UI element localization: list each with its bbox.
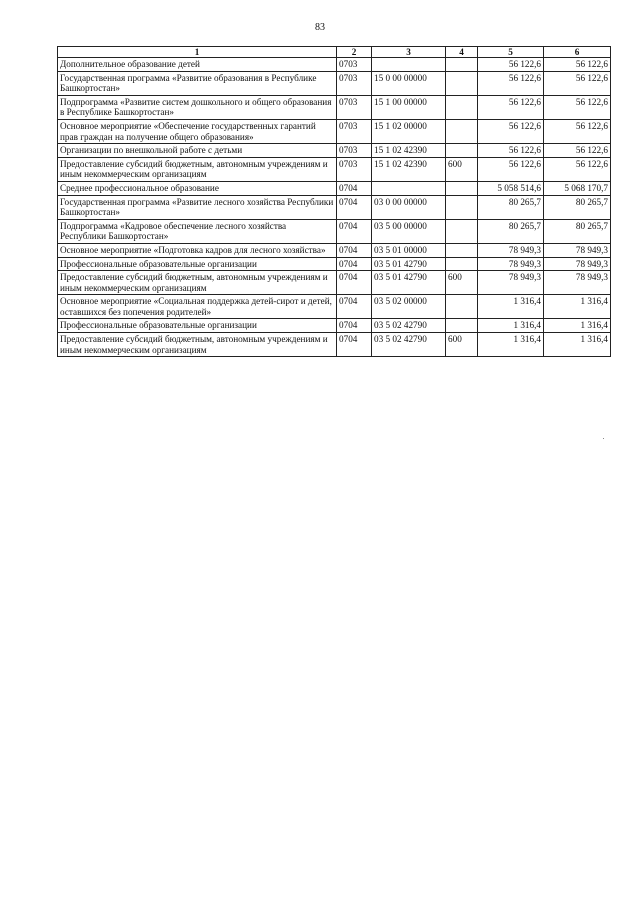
row-amount-2: 56 122,6 — [544, 71, 611, 95]
column-header-section: 2 — [337, 47, 372, 58]
row-section: 0703 — [337, 144, 372, 158]
column-header-target-article: 3 — [372, 47, 446, 58]
row-name: Государственная программа «Развитие лесного хозяйства Республики Башкортостан» — [58, 195, 337, 219]
table-row — [58, 257, 611, 271]
row-amount-2: 78 949,3 — [544, 243, 611, 257]
column-header-name: 1 — [58, 47, 337, 58]
page-number: 83 — [315, 22, 325, 33]
column-header-expense-type: 4 — [446, 47, 478, 58]
row-expense-type — [446, 119, 478, 143]
row-section: 0704 — [337, 219, 372, 243]
row-section: 0704 — [337, 295, 372, 319]
row-target-article: 15 1 00 00000 — [372, 95, 446, 119]
row-amount-1: 56 122,6 — [478, 71, 544, 95]
row-name: Дополнительное образование детей — [58, 58, 337, 72]
table-row — [58, 333, 611, 357]
table-row — [58, 243, 611, 257]
row-amount-1: 1 316,4 — [478, 319, 544, 333]
row-target-article: 03 5 01 42790 — [372, 257, 446, 271]
row-section: 0703 — [337, 157, 372, 181]
row-target-article: 03 5 02 00000 — [372, 295, 446, 319]
row-section: 0704 — [337, 333, 372, 357]
row-amount-2: 1 316,4 — [544, 333, 611, 357]
row-expense-type — [446, 144, 478, 158]
row-amount-1: 78 949,3 — [478, 243, 544, 257]
row-expense-type — [446, 219, 478, 243]
row-name: Государственная программа «Развитие образования в Республике Башкортостан» — [58, 71, 337, 95]
row-section: 0703 — [337, 119, 372, 143]
row-section: 0704 — [337, 257, 372, 271]
row-target-article: 15 1 02 42390 — [372, 157, 446, 181]
row-amount-1: 56 122,6 — [478, 144, 544, 158]
row-expense-type: 600 — [446, 271, 478, 295]
row-name: Предоставление субсидий бюджетным, автономным учреждениям и иным некоммерческим организациям — [58, 333, 337, 357]
table-row — [58, 295, 611, 319]
row-expense-type: 600 — [446, 157, 478, 181]
table-row — [58, 95, 611, 119]
row-amount-1: 80 265,7 — [478, 219, 544, 243]
scan-speck — [603, 438, 604, 439]
row-amount-1: 56 122,6 — [478, 58, 544, 72]
row-amount-1: 56 122,6 — [478, 157, 544, 181]
table-row — [58, 71, 611, 95]
row-name: Основное мероприятие «Социальная поддержка детей-сирот и детей, оставшихся без попечения родителей» — [58, 295, 337, 319]
row-amount-2: 56 122,6 — [544, 95, 611, 119]
row-target-article: 03 5 02 42790 — [372, 333, 446, 357]
row-target-article: 03 5 00 00000 — [372, 219, 446, 243]
row-expense-type — [446, 71, 478, 95]
row-name: Подпрограмма «Кадровое обеспечение лесного хозяйства Республики Башкортостан» — [58, 219, 337, 243]
row-expense-type — [446, 95, 478, 119]
column-header-amount-year-2: 6 — [544, 47, 611, 58]
table-row — [58, 58, 611, 72]
row-amount-2: 78 949,3 — [544, 257, 611, 271]
row-name: Профессиональные образовательные организации — [58, 257, 337, 271]
row-name: Основное мероприятие «Подготовка кадров для лесного хозяйства» — [58, 243, 337, 257]
row-name: Подпрограмма «Развитие систем дошкольного и общего образования в Республике Башкортостан» — [58, 95, 337, 119]
row-amount-2: 78 949,3 — [544, 271, 611, 295]
row-amount-2: 80 265,7 — [544, 195, 611, 219]
header-row — [58, 47, 611, 58]
row-amount-1: 78 949,3 — [478, 271, 544, 295]
row-expense-type — [446, 243, 478, 257]
row-amount-1: 80 265,7 — [478, 195, 544, 219]
table-row — [58, 119, 611, 143]
row-target-article: 03 5 02 42790 — [372, 319, 446, 333]
row-expense-type — [446, 319, 478, 333]
table-row — [58, 181, 611, 195]
row-section: 0704 — [337, 181, 372, 195]
budget-table — [57, 46, 611, 357]
row-amount-2: 5 068 170,7 — [544, 181, 611, 195]
row-expense-type — [446, 58, 478, 72]
table-row — [58, 157, 611, 181]
row-amount-2: 56 122,6 — [544, 58, 611, 72]
row-section: 0704 — [337, 271, 372, 295]
row-target-article: 03 5 01 00000 — [372, 243, 446, 257]
table-row — [58, 219, 611, 243]
row-amount-2: 1 316,4 — [544, 319, 611, 333]
row-amount-1: 78 949,3 — [478, 257, 544, 271]
column-header-amount-year-1: 5 — [478, 47, 544, 58]
row-target-article: 15 1 02 42390 — [372, 144, 446, 158]
row-target-article: 15 1 02 00000 — [372, 119, 446, 143]
row-expense-type — [446, 295, 478, 319]
row-expense-type: 600 — [446, 333, 478, 357]
row-amount-2: 56 122,6 — [544, 144, 611, 158]
row-amount-2: 56 122,6 — [544, 119, 611, 143]
row-expense-type — [446, 181, 478, 195]
table-header — [58, 47, 611, 58]
row-amount-1: 1 316,4 — [478, 333, 544, 357]
row-section: 0704 — [337, 243, 372, 257]
row-target-article: 15 0 00 00000 — [372, 71, 446, 95]
table-row — [58, 144, 611, 158]
row-target-article: 03 5 01 42790 — [372, 271, 446, 295]
row-section: 0703 — [337, 95, 372, 119]
row-expense-type — [446, 257, 478, 271]
row-name: Среднее профессиональное образование — [58, 181, 337, 195]
row-name: Предоставление субсидий бюджетным, автономным учреждениям и иным некоммерческим организациям — [58, 157, 337, 181]
row-amount-2: 80 265,7 — [544, 219, 611, 243]
row-section: 0704 — [337, 195, 372, 219]
row-target-article — [372, 58, 446, 72]
row-amount-2: 1 316,4 — [544, 295, 611, 319]
row-expense-type — [446, 195, 478, 219]
row-section: 0703 — [337, 58, 372, 72]
table-row — [58, 195, 611, 219]
row-amount-2: 56 122,6 — [544, 157, 611, 181]
table-row — [58, 271, 611, 295]
row-section: 0704 — [337, 319, 372, 333]
table-body — [58, 58, 611, 357]
table-row — [58, 319, 611, 333]
row-amount-1: 1 316,4 — [478, 295, 544, 319]
row-section: 0703 — [337, 71, 372, 95]
row-target-article: 03 0 00 00000 — [372, 195, 446, 219]
row-name: Организации по внешкольной работе с детьми — [58, 144, 337, 158]
row-name: Профессиональные образовательные организации — [58, 319, 337, 333]
row-name: Основное мероприятие «Обеспечение государственных гарантий прав граждан на получение общего образования» — [58, 119, 337, 143]
row-amount-1: 5 058 514,6 — [478, 181, 544, 195]
row-amount-1: 56 122,6 — [478, 95, 544, 119]
row-amount-1: 56 122,6 — [478, 119, 544, 143]
row-name: Предоставление субсидий бюджетным, автономным учреждениям и иным некоммерческим организациям — [58, 271, 337, 295]
row-target-article — [372, 181, 446, 195]
